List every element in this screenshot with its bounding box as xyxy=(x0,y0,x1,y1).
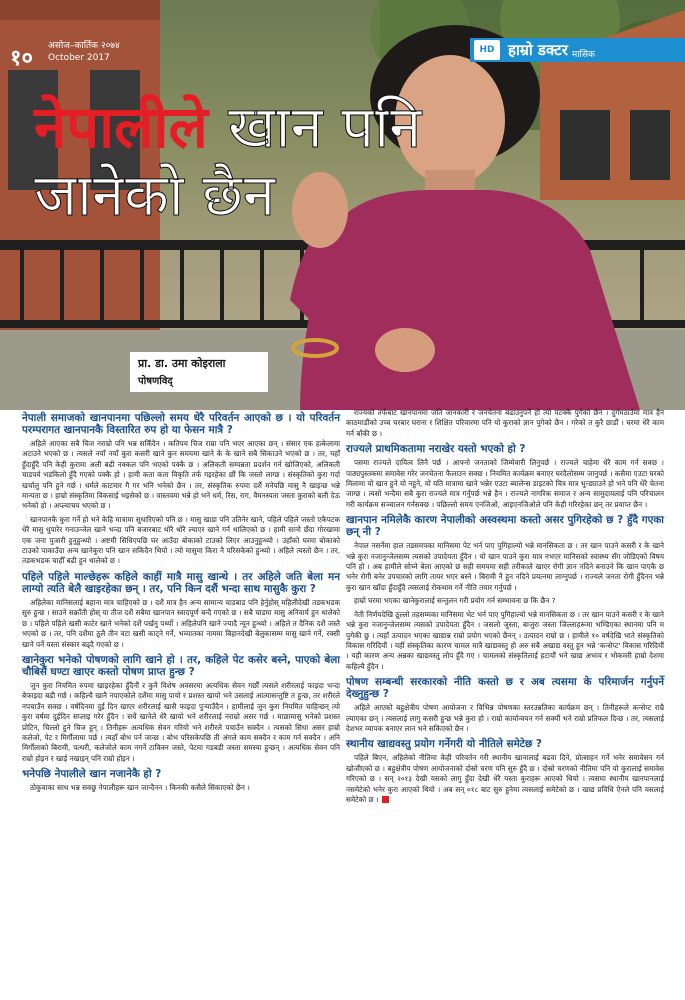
interview-answer: नेपाल नसर्नेमा हाल तडसमपका मानिसमा पेट भर्न पाए पुगिहाल्यो भन्ने मानसिकता छ । तर खान पाउने कसरी र के खाने भन्ने कुरा नजानुन्जेलसम्म त्यसको उपादेयता हुँदैन । यो खान पाउने कुरा मात्र नभएर मानिसको स्वास्थ्य सँग जोडिएको विषय पनि हो । अब हामीले सोच्ने बेला आएको छ सही समयमा सही तरीकाले खाएर रोगी ज्ञान नदिने बनाउने कि खान पाएकै छ भनेर रोगी बनेर उपचारको लागि तायर भएर बस्ने । बिरामी नै हुन नदिने प्रयत्नमा लाग्नुपर्छ । राज्यले जनता रोगी हुँदैनन भन्ने कुरा खान खाँदा हुँदाहुँदै त्यसलाई रोकथाम गर्ने नीति तयार गर्नुपर्छ । xyxy=(346,541,664,592)
interview-answer: अहिले आएको बहुक्षेत्रीय पोषण आयोजना र विभिन्न पोषणका स्तरउन्नतिका कार्यक्रम छन् । तिनीहरूले कन्सेप्ट राम्रै ल्याएका छन् । त्यसलाई लागु कसरी हुन्छ भन्ने कुरा हो । राम्रो कार्यान्वयन गर्न सक्यौं भने राम्रो प्रतिफल दिन्छ । तर, त्यसलाई देशभर व्यापक बनाएर लान भने सकिएको छैन । xyxy=(346,703,664,733)
masthead xyxy=(470,38,685,62)
interview-answer: नेती निर्णयदेखि ठूल्लो तहसम्मका मानिसमा भेट भर्न पाए पुगिहाल्यो भन्ने मानसिकता छ । तर खान पाउने कसरी र के खाने भन्ने कुरा नजानुन्जेलसम्म त्यसको उपादेयता हुँदैन । जसलो जुस्ता, बाजुरा जस्ता जिल्लाहरूमा भण्डिएका स्थानमा पनि म पुगेकी छु । त्यहाँ उत्पादन भएका खाद्यान्न राम्रो प्रयोग भएको छैनन् । उत्पादन राम्रो छ । हामीले १० वर्षदेखि भाते संस्कृतिको विकास गरिदियौं । यहीं संस्कृतिका कारण चामल मात्रै खाद्यवस्तु हो अरु सबै अखाद्य वस्तु हुन भन्ने 'कन्सेप्ट' विकास गरिदियौं । यही कारण अन्य अन्नका खाद्यवस्तु लोप हुँदै गए । चामलको संस्कृतिलाई हटायौं भने खाद्य अभाव र भोकमरी हाम्रो देशमा कहिल्यै हुँदैन । xyxy=(346,609,664,671)
left-column xyxy=(22,408,340,797)
interview-answer: जुन कुरा नियमित रुपमा खाइरहेका हुँदैनौं र कुनै विशेष अवसरमा अत्यधिक सेवन गर्छौं त्यसले शरीरलाई फाइदा भन्दा बेफाइदा बढी गर्छ । कहिल्यै खानै नपाएकोले दशैंमा मासु पायो र प्रशस्त खायो भने उसलाई आत्मासन्तुष्टि त हुन्छ, तर शरीरले नपचाउँन सक्छ । वर्षदिनमा दुई दिन खाएर शरीरलाई खासै फाइदा पुऱ्याउँदैन । हामीलाई जुन कुरा नियमित चाहिन्छन् त्यो कुरा वर्षमा दुईदिन सप्लाइ गरेर हुँदैन । सधैं खानेले धेरै खायो भने शरीरलाई नराम्रो असर गर्छ । माछामासु भनेको प्रशस्त प्रोटिन, चिल्लो हुने चिज हुन् । तिनीहरू अत्यधिक सेवन गरियो भने शरीरले पचाउँन सक्दैन । त्यसको सिधा असर हाम्रो कलेजो, पेट र मिर्गौलामा पर्छ । त्यहाँ बोभ पर्न जान्छ । बोभ परिसकेपछि ती अंगले काम सक्दैन र काम गर्न सक्दैन । अनि मिर्गौलाको बिरामी, पत्थरी, कलेजोले काम नगर्ने टाकिस्न जस्ते, पेटमा गडबडी जस्ता समस्या हुन्छन् । अत्यधिक सेवन पनि राम्रो होइन र खाई नखाइन् पनि राम्रो होइन । xyxy=(22,680,340,763)
interview-answer: खानपानकै कुरा गर्ने हो भने केहि मात्रामा सुधारिएको पनि छ । मासु खाडा पनि उतिनेर खाने, पहिले पहिले जस्तो एकैपटक धेरै मासु धुपारेर गनाउन्जेल खाने भन्दा पनि बजारबाट थोरै थोरै ल्याएर खाने गर्न थालिएको छ । हामी सानो छँदा गोरखामा एक जना पुजारी हुनुहुन्थ्यो । अष्टमी सिधिएपछि घर आउँदा बोकाको टाउको लिएर आउनुहुन्थ्यो । उहाँको घरमा बोकाको टाउको पाकाउँदा अन्य खानेकुरा पनि खान सकिदैन थियो । त्यो मासुमा किरा नै परिसकेको हुन्थ्यो । अहिले त्यस्तो छैन । तर, तडकभडक चाहीँ बढी हुन थालेको छ । xyxy=(22,514,340,566)
frequency: मासिक xyxy=(571,49,595,60)
photo-caption xyxy=(130,352,268,392)
interview-answer: ठोकुवाका साथ भन्न सक्छु नेपालीहरू खान जान्दैनन । किनकी कसैले सिकाएको छैन । xyxy=(30,783,250,793)
interviewee-name: प्रा. डा. उमा कोइराला xyxy=(138,357,226,370)
interview-question: पोषण सम्बन्धी सरकारको नीति कस्तो छ र अब त्यसमा के परिमार्जन गर्नुपर्ने देख्नुहुन्छ ? xyxy=(346,676,664,701)
article-title-line1 xyxy=(34,93,422,161)
interview-question: भनेपछि नेपालीले खान नजानेकै हो ? xyxy=(22,768,162,781)
interview-question: खानेकुरा भनेको पोषणको लागि खाने हो । तर, कहिले पेट कसेर बस्ने, पाएको बेला चौबिसैं घण्टा खाएर कस्तो पोषण प्राप्त हुन्छ ? xyxy=(22,653,340,678)
article-title-line2: जानेको छैन xyxy=(34,161,276,229)
title-white-words: खान पनि xyxy=(228,93,422,161)
right-column xyxy=(346,408,664,808)
article-end-mark xyxy=(382,796,389,803)
interview-question: राज्यले प्राथमिकतामा नराखेर यस्तो भएको हो ? xyxy=(346,443,526,456)
hamro-doctor-logo: HD xyxy=(474,40,500,60)
interview-question: नेपाली समाजको खानपानमा पछिल्लो समय धेरै परिवर्तन आएको छ । यो परिवर्तन परम्परागत खानपानकै विस्तारित रुप हो या फेसन मात्रै ? xyxy=(22,412,340,436)
interview-answer: अहिले आएका सबै चिज नराम्रो पनि भन्न सकिँदैन । कतिपय चिज राम्रा पनि भएर आएका छन् । संसार एक हत्केलामा अटाउने भएको छ । त्यसले नयाँ नयाँ कुरा कसरी खाने कुन समयमा खाने के के खाने सबै सिकाउने भएको छ । तर, यहाँ हुँदाहुँदै पनि केही कुरामा अली बढी नक्कल पनि भएको पक्कै छ । अलिकती सम्पन्नता प्रदर्शन गर्न खोजिएको, अलिकती चाडपर्व भडकिलो हुँदै गएको पक्कै हो । हामी कता कता विकृति तर्फ गइरहेका छौं कि जस्तो लाग्छ । संस्कृतिको कुरा गर्दा खर्चालु पनि हुने गर्छ । धर्मले काटमार गै गर भनि भनेको छैन । तर, संस्कृतिक रुपमा दर्शै मनेपछि मासु नै खाइन्छ भन्ने मान्यता छ । हाम्रो संस्कृतिमा विकसाई भइसेको छ । वास्तवमा भन्ने हो भने धर्म, रिस, राग, वैमनस्यता जस्ता कुराको बली देऊ भनेको हो । अप्ल्याचय भएको छ । xyxy=(22,439,340,511)
interview-question: पहिले पहिले माल्छेहरू कहिले काहीं मात्रै मासु खान्थे । तर अहिले जति बेला मन लाग्यो त्यति बेलै खाइरहेका छन् । तर, पनि किन दशैं भन्दा साथ मासुकै कुरा ? xyxy=(22,570,340,595)
interview-answer: पसमा राज्यले दायित्व लिनै पर्छ । आफ्नो जनताको जिम्मेवारी लिनुपर्छ । राज्यले चाहेमा धेरै काम गर्न सक्छ । पाठ्यपुस्तकमा समावेस गरेर जनचेतना फैलाउन सक्छ । नियमित कार्यक्रम बनाएर घरदैलोसम्म जानुपर्छ । कसैमा एउटा घरको मिलामा यो खान हुने यो नहुने, यो यति मात्रामा खाने भन्नेर एउटा ब्यालेन्स डाइटको चित्र मात्र भुन्ड्याउने हो भने पनि धेरै चेतना जाग्छ । त्यसो भन्दैमा सबै कुरा राज्यले मात्र गर्नुपर्छ भन्ने हैन । राज्यले नागरिक समाज र अन्य सामुदायलाई पनि परिचालन गरी कार्यक्रम सञ्चालन गर्नसक्छ । पछिल्लो समय एनजिओ, आइएनजिओले पनि केही गरिरहेका छन् तर प्रयाप्त छैन । xyxy=(346,458,664,509)
issue-english: October 2017 xyxy=(48,53,110,63)
interview-question: स्थानीय खाद्यवस्तु प्रयोग गर्नेगरी यो नीतिले समेटेछ ? xyxy=(346,738,542,751)
interview-answer: पहिले बिएन, अहिलेको नीतिमा केही परिवर्तन गरी स्थानीय खानालाई बढवा दिने, प्रोत्साहन गर्ने भनेर समावेसन गर्न खोजीएको छ । बहुक्षेत्रीय पोषण आयोजनाको दोस्रो चरण पनि सुरु हुँदै छ । दोस्रो चरणको नीतिमा पनि यो कुरालाई समावेस गरिएको छ । सन् २०१३ देखी यसको लागु हुँदा देखी धेरै यस्ता कुराहरू आएको थियो । त्यसमा स्थानीय खानपानलाई नसमेटेको भनेर कुरा आएको थियो । अब सन् ०१८ बाट सुरु हुनेमा त्यसलाई समेटेको छ । खाद्य प्रविधि ऐनले पनि यसलाई समेटेको छ । xyxy=(346,753,664,804)
issue-nepali: असोज–कार्तिक २०७४ xyxy=(48,41,120,51)
interviewee-role: पोषणविद् xyxy=(138,376,173,387)
interview-answer: अहिलेका मानिसलाई बहाना मात्र चाहिएको छ । दशैं मात्र हैन अन्य सामान्य चाडबाड पनि हेर्नुहोस् महिलीदेखी तडकभडक सुरु हुन्छ । साउने सक्राँती होस् या तीज दशैं सबैमा खानपान स्वादपूर्ण बन्दै गएको छ । सबै चाडमा मासु अनिवार्य हुन थालेको छ । पहिले पहिले खसी काटेर खाने भनेको दशैं पर्खनु पर्थ्यो । अहिलेपनि खाने ज्यादै न्यून हुन्थ्यो । अहिले त दैनिक दशैं जस्तै भएको छ । तर, पनि दशैंमा ठूलै तीन वटा खसी काट्ने गर्ने, भव्यातका नाममा बिहानदेखी बेलुकासम्म मासु खाने गर्ने, रक्सी खाने पर्ने यस्ता संस्कार बढ्दै गएको छ । xyxy=(22,597,340,649)
issue-date xyxy=(48,40,120,64)
title-red-word: नेपालीले xyxy=(34,93,208,161)
interview-question: खानपान नमिलेकै कारण नेपालीको अस्वस्थमा कस्तो असर पुगिरहेको छ ? हुँदै गएका छन् नी ? xyxy=(346,514,664,539)
page-number: १० xyxy=(10,46,33,71)
brand-name: हाम्रो डक्टर xyxy=(508,41,568,59)
interview-answer: हाम्रो घरमा भएका खानेकुरालाई सन्तुलन गरी प्रयोग गर्न सम्भावना छ कि छैन ? xyxy=(354,596,556,606)
interview-answer: राज्यको तर्फबाट खानपानमा जति जानकारी र जनचेतना बढाउनुपर्ने हो त्यो पटक्कै पुगेको छैन । दुर्गमठाउँमा मात्र हैन काठमाडौंको उच्च घरबार घराना र शिक्षित परिवारमा पनि यो कुराको ज्ञान पुगेको छैन । गरेको त कुरै छाडौं । घरमा धेरै काम गर्न बाँकी छ । xyxy=(346,408,664,438)
